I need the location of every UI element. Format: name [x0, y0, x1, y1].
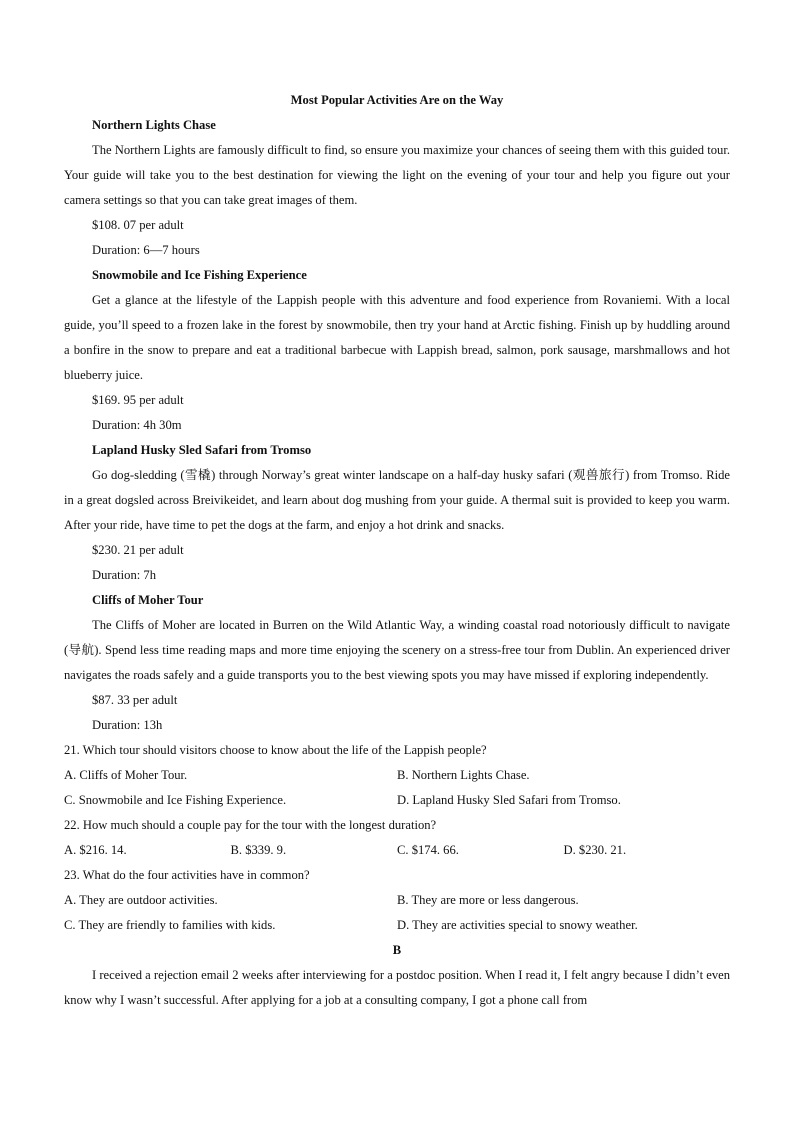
- activity-cliffs-of-moher: [64, 588, 730, 738]
- activity-duration: Duration: 6—7 hours: [92, 243, 200, 257]
- activity-description: The Northern Lights are famously difficult to find, so ensure you maximize your chances of seeing them with this guided tour. Your guide will take you to the best destination for viewing the light on the evening of your tour and help you figure out your camera settings so that you can take great images of them.: [64, 143, 730, 207]
- option-a: A. Cliffs of Moher Tour.: [64, 768, 188, 782]
- option-c: C. $174. 66.: [397, 843, 459, 857]
- question-22: [64, 813, 730, 863]
- option-d: D. They are activities special to snowy weather.: [397, 918, 638, 932]
- options-row: [64, 763, 730, 788]
- question-stem: 21. Which tour should visitors choose to know about the life of the Lappish people?: [64, 743, 487, 757]
- activity-heading: Snowmobile and Ice Fishing Experience: [92, 268, 307, 282]
- option-b: B. They are more or less dangerous.: [397, 893, 579, 907]
- options-row: [64, 788, 730, 813]
- section-b-paragraph: I received a rejection email 2 weeks after interviewing for a postdoc position. When I read it, I felt angry because I didn’t even know why I wasn’t successful. After applying for a job at a consulting company, I got a phone call from: [64, 968, 730, 1007]
- option-d: D. Lapland Husky Sled Safari from Tromso.: [397, 793, 621, 807]
- activity-duration: Duration: 4h 30m: [92, 418, 182, 432]
- option-a: A. They are outdoor activities.: [64, 893, 218, 907]
- activity-price: $169. 95 per adult: [92, 393, 184, 407]
- activity-heading: Cliffs of Moher Tour: [92, 593, 204, 607]
- activity-heading: Lapland Husky Sled Safari from Tromso: [92, 443, 312, 457]
- activity-price: $230. 21 per adult: [92, 543, 184, 557]
- activity-price: $108. 07 per adult: [92, 218, 184, 232]
- options-row: [64, 913, 730, 938]
- option-d: D. $230. 21.: [563, 843, 627, 857]
- activity-description: The Cliffs of Moher are located in Burren on the Wild Atlantic Way, a winding coastal road notoriously difficult to navigate (导航). Spend less time reading maps and more time enjoying the scenery on a stress-free tour from Dublin. An experienced driver navigates the roads safely and a guide transports you to the best viewing spots you may have missed if exploring independently.: [64, 618, 730, 682]
- question-stem: 23. What do the four activities have in common?: [64, 868, 310, 882]
- activity-description: Go dog-sledding (雪橇) through Norway’s great winter landscape on a half-day husky safari (观兽旅行) from Tromso. Ride in a great dogsled across Breivikeidet, and learn about dog mushing from your guide. A thermal suit is provided to keep you warm. After your ride, have time to pet the dogs at the farm, and enjoy a hot drink and snacks.: [64, 468, 730, 532]
- activity-duration: Duration: 7h: [92, 568, 157, 582]
- document-title: Most Popular Activities Are on the Way: [290, 93, 504, 107]
- activity-duration: Duration: 13h: [92, 718, 163, 732]
- activity-husky-safari: [64, 438, 730, 588]
- option-a: A. $216. 14.: [64, 843, 127, 857]
- options-row: [64, 838, 730, 863]
- activity-description: Get a glance at the lifestyle of the Lappish people with this adventure and food experience from Rovaniemi. With a local guide, you’ll speed to a frozen lake in the forest by snowmobile, then try your hand at Arctic fishing. Finish up by huddling around a bonfire in the snow to prepare and eat a traditional barbecue with Lappish bread, salmon, pork sausage, marshmallows and hot blueberry juice.: [64, 293, 730, 382]
- activity-snowmobile: [64, 263, 730, 438]
- option-c: C. Snowmobile and Ice Fishing Experience.: [64, 793, 287, 807]
- document-page: [64, 88, 730, 1013]
- question-stem: 22. How much should a couple pay for the tour with the longest duration?: [64, 818, 437, 832]
- activity-northern-lights: [64, 113, 730, 263]
- activity-heading: Northern Lights Chase: [92, 118, 216, 132]
- option-b: B. $339. 9.: [230, 843, 287, 857]
- section-b-label: B: [392, 943, 402, 957]
- options-row: [64, 888, 730, 913]
- question-23: [64, 863, 730, 938]
- question-21: [64, 738, 730, 813]
- option-c: C. They are friendly to families with kids.: [64, 918, 276, 932]
- activity-price: $87. 33 per adult: [92, 693, 178, 707]
- option-b: B. Northern Lights Chase.: [397, 768, 530, 782]
